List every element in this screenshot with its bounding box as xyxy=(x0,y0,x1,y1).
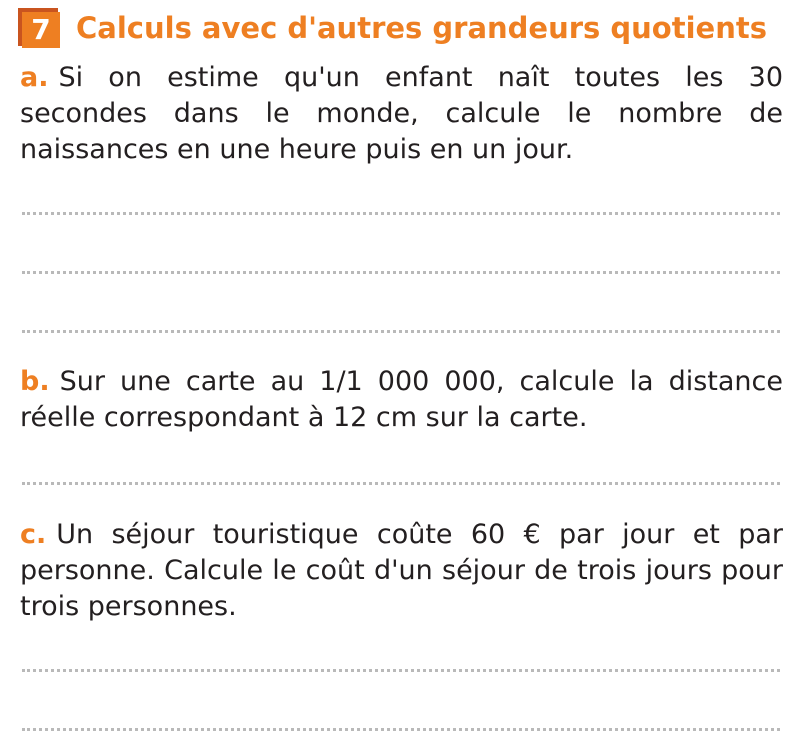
question-b-text: Sur une carte au 1/1 000 000, calcule la distance réelle correspondant à 12 cm sur la carte. xyxy=(20,366,783,433)
answer-line-c1[interactable] xyxy=(22,669,780,672)
answer-line-a1[interactable] xyxy=(22,212,780,215)
answer-line-a3[interactable] xyxy=(22,330,780,333)
answer-line-c2[interactable] xyxy=(22,728,780,731)
question-c xyxy=(20,517,783,625)
question-b-letter: b. xyxy=(20,366,50,397)
question-a-text: Si on estime qu'un enfant naît toutes les 30 secondes dans le monde, calcule le nombre de naissances en une heure puis en un jour. xyxy=(20,62,783,165)
exercise-header xyxy=(18,6,767,50)
exercise-title: Calculs avec d'autres grandeurs quotients xyxy=(76,11,767,45)
exercise-number: 7 xyxy=(22,12,60,48)
question-b xyxy=(20,364,783,436)
exercise-number-badge xyxy=(18,8,60,48)
question-c-text: Un séjour touristique coûte 60 € par jour et par personne. Calcule le coût d'un séjour de trois jours pour trois personnes. xyxy=(20,519,783,622)
answer-line-a2[interactable] xyxy=(22,271,780,274)
question-c-letter: c. xyxy=(20,519,47,550)
question-a-letter: a. xyxy=(20,62,49,93)
answer-line-b1[interactable] xyxy=(22,482,780,485)
question-a xyxy=(20,60,783,168)
